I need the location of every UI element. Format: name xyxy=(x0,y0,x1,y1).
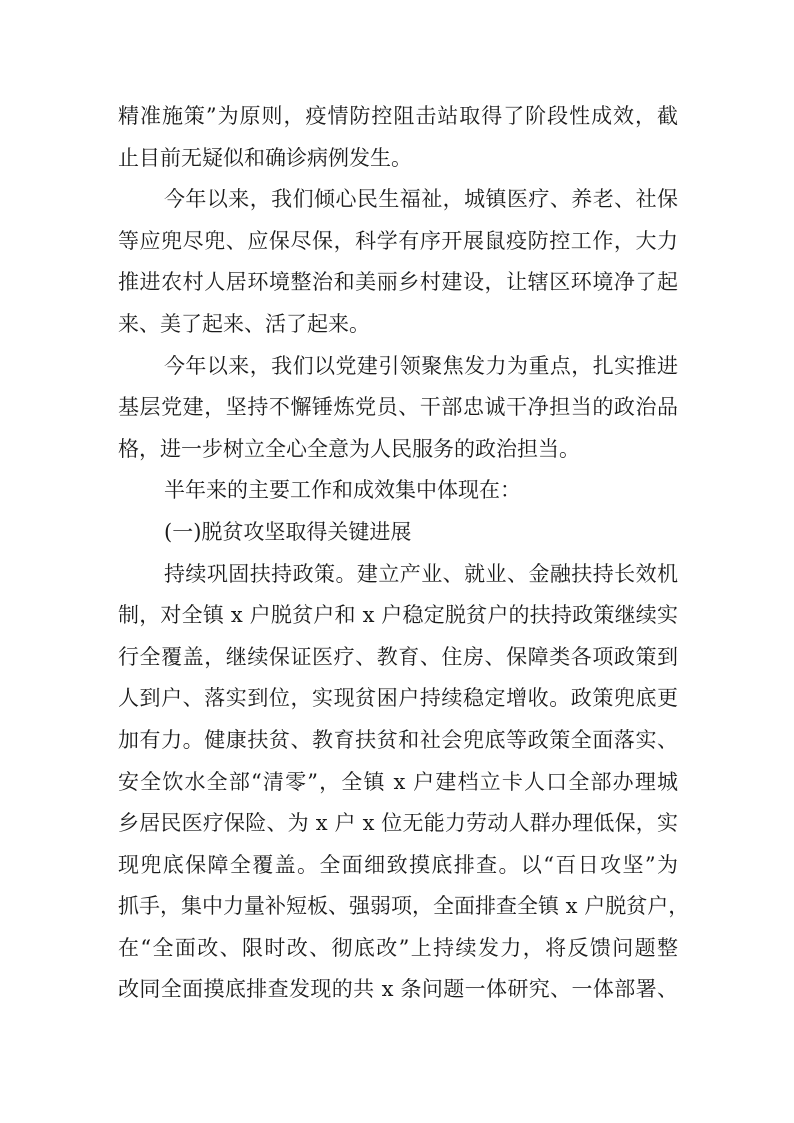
text-line: 改同全面摸底排查发现的共 x 条问题一体研究、一体部署、 xyxy=(118,977,678,1002)
text-line: 持续巩固扶持政策。建立产业、就业、金融扶持长效机 xyxy=(164,561,678,586)
document-body xyxy=(118,96,690,1011)
text-line: 今年以来，我们以党建引领聚焦发力为重点，扎实推进 xyxy=(164,353,678,378)
text-line: 来、美了起来、活了起来。 xyxy=(118,311,370,336)
text-line: 行全覆盖，继续保证医疗、教育、住房、保障类各项政策到 xyxy=(118,644,678,669)
text-line: 等应兜尽兜、应保尽保，科学有序开展鼠疫防控工作，大力 xyxy=(118,228,678,253)
text-line: 制，对全镇 x 户脱贫户和 x 户稳定脱贫户的扶持政策继续实 xyxy=(118,603,678,628)
text-line: 推进农村人居环境整治和美丽乡村建设，让辖区环境净了起 xyxy=(118,270,678,295)
text-line: 半年来的主要工作和成效集中体现在： xyxy=(164,478,521,503)
text-line: 加有力。健康扶贫、教育扶贫和社会兜底等政策全面落实、 xyxy=(118,727,678,752)
text-line: 止目前无疑似和确诊病例发生。 xyxy=(118,145,412,170)
text-line: 精准施策”为原则，疫情防控阻击站取得了阶段性成效，截 xyxy=(118,104,678,128)
text-line: 乡居民医疗保险、为 x 户 x 位无能力劳动人群办理低保，实 xyxy=(118,811,678,836)
text-line: 基层党建，坚持不懈锤炼党员、干部忠诚干净担当的政治品 xyxy=(118,395,678,420)
text-line: 在“全面改、限时改、彻底改”上持续发力，将反馈问题整 xyxy=(118,935,678,960)
text-line: 今年以来，我们倾心民生福祉，城镇医疗、养老、社保 xyxy=(164,187,678,212)
text-line: (一)脱贫攻坚取得关键进展 xyxy=(164,519,412,544)
text-line: 现兜底保障全覆盖。全面细致摸底排查。以“百日攻坚”为 xyxy=(118,852,678,877)
text-line: 人到户、落实到位，实现贫困户持续稳定增收。政策兜底更 xyxy=(118,686,678,711)
text-line: 安全饮水全部“清零”，全镇 x 户建档立卡人口全部办理城 xyxy=(118,769,678,794)
text-line: 抓手，集中力量补短板、强弱项，全面排查全镇 x 户脱贫户， xyxy=(118,894,690,919)
text-line: 格，进一步树立全心全意为人民服务的政治担当。 xyxy=(118,436,580,461)
